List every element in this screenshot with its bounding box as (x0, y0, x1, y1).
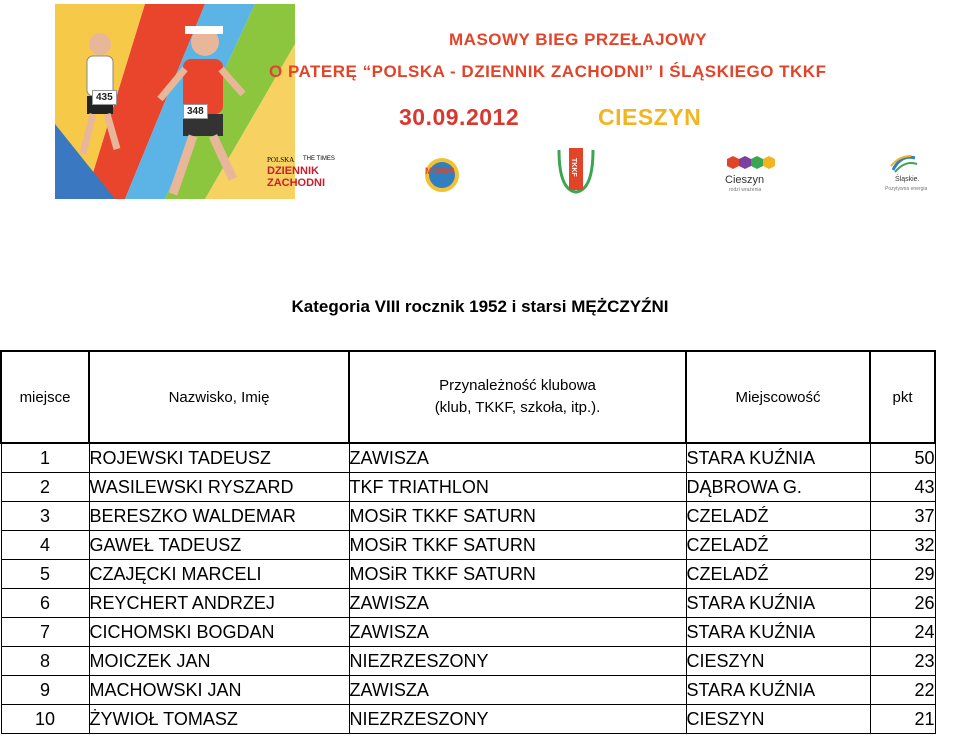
header-name: Nazwisko, Imię (89, 351, 349, 443)
cell-club: MOSiR TKKF SATURN (349, 502, 686, 531)
cell-city: CZELADŹ (686, 531, 870, 560)
cell-place: 9 (1, 676, 89, 705)
dziennik-zachodni-logo: POLSKA THE TIMES DZIENNIK ZACHODNI (267, 156, 335, 189)
cell-name: MOICZEK JAN (89, 647, 349, 676)
cell-club: MOSiR TKKF SATURN (349, 531, 686, 560)
category-title: Kategoria VIII rocznik 1952 i starsi MĘŻCZYŹNI (291, 297, 669, 316)
cell-name: WASILEWSKI RYSZARD (89, 473, 349, 502)
cell-points: 23 (870, 647, 935, 676)
cell-city: CZELADŹ (686, 560, 870, 589)
cell-place: 6 (1, 589, 89, 618)
table-row (1, 647, 935, 676)
cell-place: 2 (1, 473, 89, 502)
cell-club: ZAWISZA (349, 676, 686, 705)
cell-place: 1 (1, 443, 89, 473)
cell-club: TKF TRIATHLON (349, 473, 686, 502)
cell-city: STARA KUŹNIA (686, 589, 870, 618)
table-row (1, 589, 935, 618)
cell-points: 37 (870, 502, 935, 531)
runner-number-back: 435 (92, 90, 117, 105)
table-row (1, 502, 935, 531)
cell-name: ŻYWIOŁ TOMASZ (89, 705, 349, 734)
runner-number-front: 348 (183, 104, 208, 119)
cell-club: ZAWISZA (349, 443, 686, 473)
cell-club: NIEZRZESZONY (349, 705, 686, 734)
runners-illustration (55, 4, 295, 199)
cell-city: CIESZYN (686, 647, 870, 676)
cell-place: 10 (1, 705, 89, 734)
cieszyn-logo: Cieszyn rodzi wrażenia (723, 154, 783, 196)
header-club: Przynależność klubowa (klub, TKKF, szkoła, itp.). (349, 351, 686, 443)
cell-club: NIEZRZESZONY (349, 647, 686, 676)
cell-city: CZELADŹ (686, 502, 870, 531)
event-city: CIESZYN (598, 104, 702, 130)
table-row (1, 443, 935, 473)
cell-club: MOSiR TKKF SATURN (349, 560, 686, 589)
cell-points: 32 (870, 531, 935, 560)
cell-place: 4 (1, 531, 89, 560)
table-row (1, 618, 935, 647)
slaskie-logo: Śląskie. Pozytywna energia (881, 152, 941, 196)
header-city: Miejscowość (686, 351, 870, 443)
cell-city: STARA KUŹNIA (686, 443, 870, 473)
tkkf-logo: TKKF (555, 144, 597, 194)
cell-points: 22 (870, 676, 935, 705)
cell-place: 3 (1, 502, 89, 531)
cell-name: MACHOWSKI JAN (89, 676, 349, 705)
cell-place: 8 (1, 647, 89, 676)
cell-city: STARA KUŹNIA (686, 618, 870, 647)
cell-name: ROJEWSKI TADEUSZ (89, 443, 349, 473)
cell-name: BERESZKO WALDEMAR (89, 502, 349, 531)
results-table (0, 350, 936, 734)
cell-place: 5 (1, 560, 89, 589)
cell-place: 7 (1, 618, 89, 647)
table-row (1, 705, 935, 734)
header-row (1, 351, 935, 443)
mosir-logo: MOSiR (421, 154, 463, 194)
table-row (1, 473, 935, 502)
cell-city: DĄBROWA G. (686, 473, 870, 502)
cell-city: CIESZYN (686, 705, 870, 734)
cell-name: REYCHERT ANDRZEJ (89, 589, 349, 618)
cell-points: 29 (870, 560, 935, 589)
event-banner (55, 4, 950, 204)
cell-name: CICHOMSKI BOGDAN (89, 618, 349, 647)
event-date: 30.09.2012 (399, 104, 520, 130)
cell-points: 50 (870, 443, 935, 473)
cell-points: 43 (870, 473, 935, 502)
header-points: pkt (870, 351, 935, 443)
headline-trophy: O PATERĘ “POLSKA - DZIENNIK ZACHODNI” I ŚLĄSKIEGO TKKF (269, 62, 827, 81)
cell-points: 24 (870, 618, 935, 647)
table-row (1, 676, 935, 705)
cell-club: ZAWISZA (349, 589, 686, 618)
cell-name: CZAJĘCKI MARCELI (89, 560, 349, 589)
cell-name: GAWEŁ TADEUSZ (89, 531, 349, 560)
table-row (1, 560, 935, 589)
cell-points: 26 (870, 589, 935, 618)
table-row (1, 531, 935, 560)
cell-club: ZAWISZA (349, 618, 686, 647)
headline-race: MASOWY BIEG PRZEŁAJOWY (449, 30, 708, 49)
runners-artwork (55, 4, 295, 199)
header-place: miejsce (1, 351, 89, 443)
cell-city: STARA KUŹNIA (686, 676, 870, 705)
cell-points: 21 (870, 705, 935, 734)
